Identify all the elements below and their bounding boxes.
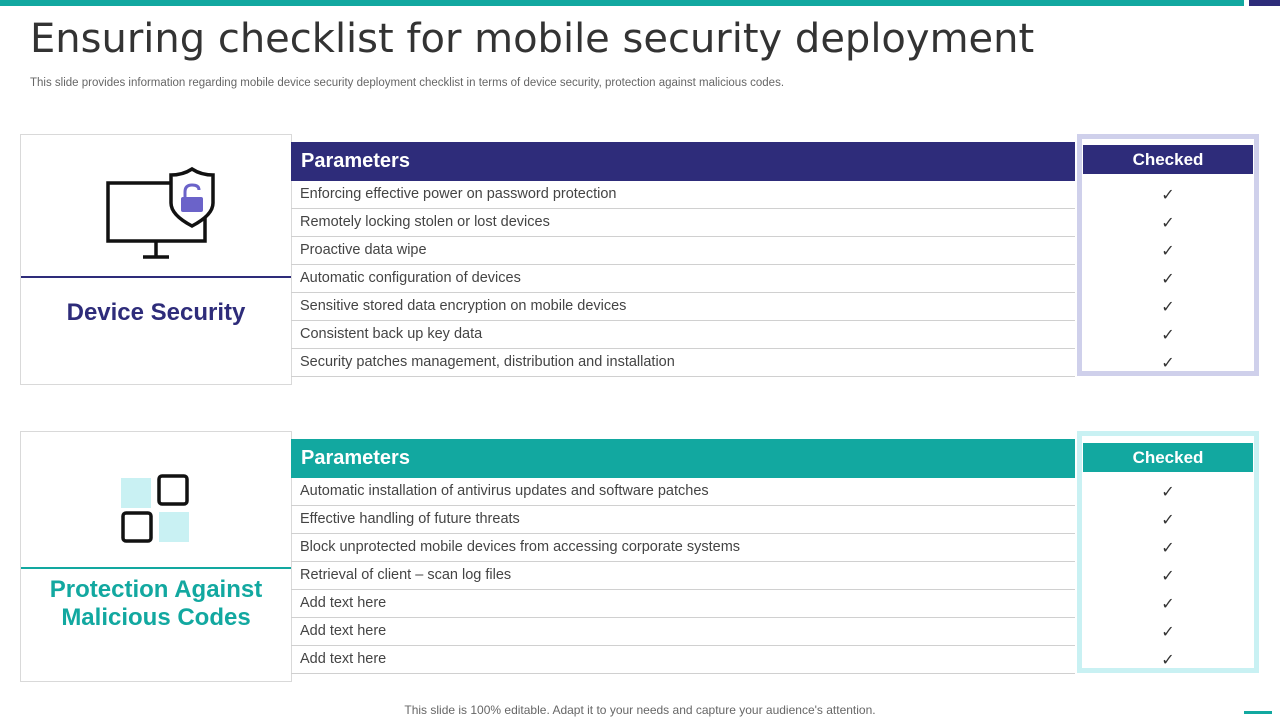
device-security-icon-area: [21, 135, 291, 280]
check-mark-icon: ✓: [1161, 325, 1175, 344]
check-mark-icon: ✓: [1161, 353, 1175, 372]
checked-list: [1080, 181, 1256, 377]
table-row: Add text here: [291, 618, 1075, 646]
checked-header: Checked: [1083, 145, 1253, 174]
top-accent-bar: [0, 0, 1244, 6]
check-mark-icon: ✓: [1161, 594, 1175, 613]
table-row: Enforcing effective power on password protection: [291, 181, 1075, 209]
malicious-codes-parameters-table: [291, 439, 1075, 674]
card-divider: [21, 276, 291, 278]
table-row: Add text here: [291, 590, 1075, 618]
four-squares-icon: [21, 432, 293, 566]
section-label: Device Security: [66, 299, 246, 326]
check-mark-icon: ✓: [1161, 622, 1175, 641]
table-row: Sensitive stored data encryption on mobile devices: [291, 293, 1075, 321]
check-mark-icon: ✓: [1161, 241, 1175, 260]
table-row: Automatic configuration of devices: [291, 265, 1075, 293]
section-label: Protection Against Malicious Codes: [49, 576, 263, 631]
check-mark-icon: ✓: [1161, 482, 1175, 501]
checked-header: Checked: [1083, 443, 1253, 472]
check-mark-icon: ✓: [1161, 213, 1175, 232]
table-row: Add text here: [291, 646, 1075, 674]
slide-title: Ensuring checklist for mobile security deployment: [30, 16, 1035, 62]
check-mark-icon: ✓: [1161, 566, 1175, 585]
check-mark-icon: ✓: [1161, 650, 1175, 669]
table-row: Consistent back up key data: [291, 321, 1075, 349]
monitor-shield-lock-icon: [21, 135, 293, 275]
table-row: Security patches management, distribution and installation: [291, 349, 1075, 377]
parameters-header: Parameters: [291, 439, 1075, 478]
check-mark-icon: ✓: [1161, 510, 1175, 529]
table-row: Block unprotected mobile devices from accessing corporate systems: [291, 534, 1075, 562]
device-security-parameters-table: [291, 142, 1075, 377]
check-mark-icon: ✓: [1161, 538, 1175, 557]
checked-list: [1080, 478, 1256, 674]
check-mark-icon: ✓: [1161, 269, 1175, 288]
slide-footer: This slide is 100% editable. Adapt it to your needs and capture your audience's attention.: [404, 703, 876, 717]
parameters-header: Parameters: [291, 142, 1075, 181]
check-mark-icon: ✓: [1161, 185, 1175, 204]
table-row: Automatic installation of antivirus updates and software patches: [291, 478, 1075, 506]
table-row: Retrieval of client – scan log files: [291, 562, 1075, 590]
malicious-codes-icon-area: [21, 432, 291, 571]
table-row: Remotely locking stolen or lost devices: [291, 209, 1075, 237]
check-mark-icon: ✓: [1161, 297, 1175, 316]
table-row: Effective handling of future threats: [291, 506, 1075, 534]
footer-accent-line: [1244, 711, 1272, 714]
device-security-card: [20, 134, 292, 385]
table-row: Proactive data wipe: [291, 237, 1075, 265]
malicious-codes-card: [20, 431, 292, 682]
top-corner-accent: [1249, 0, 1280, 6]
slide-subtitle: This slide provides information regarding mobile device security deployment checklist in terms of device security, protection against malicious codes.: [30, 77, 785, 89]
card-divider: [21, 567, 291, 569]
